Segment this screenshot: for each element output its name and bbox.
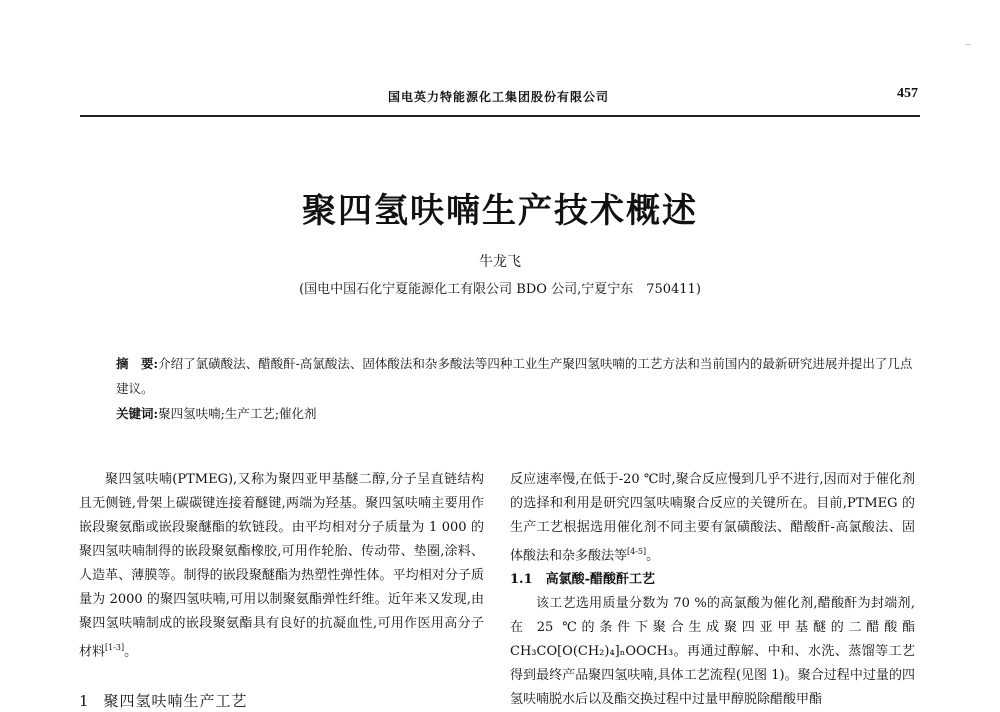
citation: [4-5] [627,547,647,556]
running-title: 国电英力特能源化工集团股份有限公司 [388,90,610,104]
citation: [1-3] [105,643,125,652]
article-title: 聚四氢呋喃生产技术概述 [302,191,698,231]
continuation-paragraph [510,468,915,568]
header-rule [80,115,920,117]
subsection-heading: 1.1 高氯酸-醋酸酐工艺 [510,572,656,588]
left-column [79,468,484,664]
process-paragraph: 该工艺选用质量分数为 70 %的高氯酸为催化剂,醋酸酐为封端剂,在 25 ℃的条件下聚合生成聚四亚甲基醚的二醋酸酯 CH₃CO[O(CH₂)₄]ₙOOCH₃。再通过醇解、中和、水洗、蒸馏等工艺得到最终产品聚四氢呋喃,具体工艺流程(见图 1)。聚合过程中过量的四氢呋喃脱水后以及酯交换过程中过量甲醇脱除醋酸甲酯 [510,596,915,708]
section-number: 1 [79,692,90,710]
continuation-text: 反应速率慢,在低于-20 ℃时,聚合反应慢到几乎不进行,因而对于催化剂的选择和利用是研究四氢呋喃聚合反应的关键所在。目前,PTMEG 的生产工艺根据选用催化剂不同主要有氯磺酸法、醋酸酐-高氯酸法、固体酸法和杂多酸法等 [510,472,915,564]
continuation-period: 。 [646,548,660,564]
abstract-label: 摘 要: [116,356,159,371]
intro-period: 。 [124,644,138,660]
page-number: 457 [897,86,918,101]
section-heading [79,690,248,711]
abstract-text: 介绍了氯磺酸法、醋酸酐-高氯酸法、固体酸法和杂多酸法等四种工业生产聚四氢呋喃的工艺方法和当前国内的最新研究进展并提出了几点建议。 [116,356,913,396]
affiliation: (国电中国石化宁夏能源化工有限公司 BDO 公司,宁夏宁东 750411) [299,282,701,297]
keywords [116,401,916,426]
section-title: 聚四氢呋喃生产工艺 [103,692,248,710]
abstract [116,351,916,401]
intro-text: 聚四氢呋喃(PTMEG),又称为聚四亚甲基醚二醇,分子呈直链结构且无侧链,骨架上碳碳键连接着醚键,两端为羟基。聚四氢呋喃主要用作嵌段聚氨酯或嵌段聚醚酯的软链段。由平均相对分子质量为 1 000 的聚四氢呋喃制得的嵌段聚氨酯橡胶,可用作轮胎、传动带、垫圈,涂料、人造革、薄膜等。制得的嵌段聚醚酯为热塑性弹性体。平均相对分子质量为 2000 的聚四氢呋喃,可用以制聚氨酯弹性纤维。近年来又发现,由聚四氢呋喃制成的嵌段聚氨酯具有良好的抗凝血性,可用作医用高分子材料 [79,472,484,660]
abstract-block [116,351,916,426]
author: 牛龙飞 [479,254,521,270]
keywords-text: 聚四氢呋喃;生产工艺;催化剂 [158,406,317,421]
scan-mark: ~ [965,40,972,49]
keywords-label: 关键词: [116,406,159,421]
intro-paragraph [79,468,484,664]
right-column [510,468,915,712]
